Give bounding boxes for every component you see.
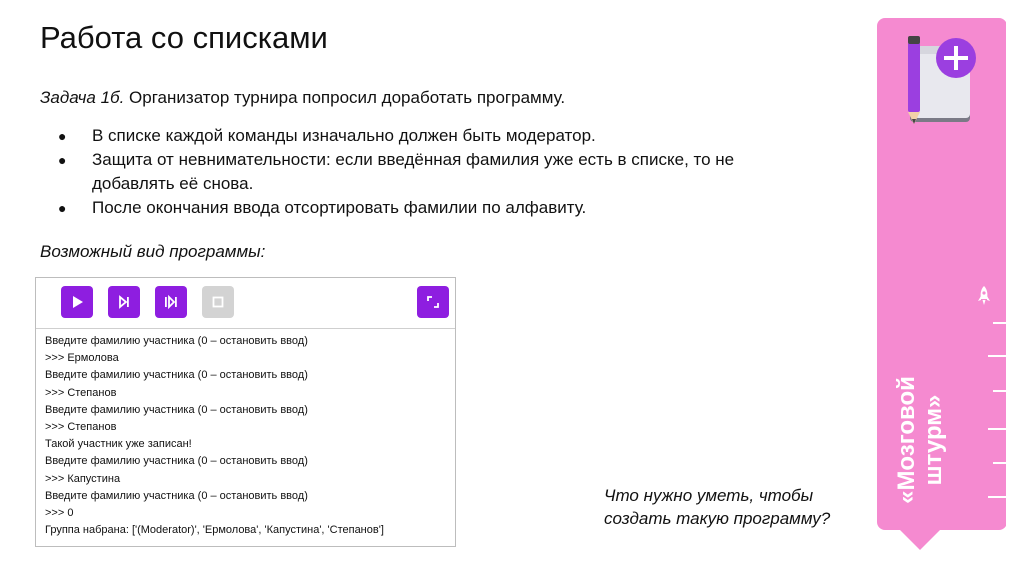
- console-line: Введите фамилию участника (0 – остановить ввод): [45, 455, 308, 468]
- step-icon: [116, 294, 132, 310]
- console-line: Группа набрана: ['(Moderator)', 'Ермолова', 'Капустина', 'Степанов']: [45, 524, 384, 537]
- stop-button[interactable]: [202, 286, 234, 318]
- console-line: Такой участник уже записан!: [45, 438, 192, 451]
- task-label: Задача 1б.: [40, 88, 125, 107]
- ruler-tick: [988, 496, 1006, 498]
- console-line: Введите фамилию участника (0 – остановить ввод): [45, 369, 308, 382]
- list-item-text: Защита от невнимательности: если введённая фамилия уже есть в списке, то не добавлять её снова.: [92, 150, 735, 193]
- list-item: [58, 124, 818, 148]
- notebook-pencil-plus-icon: [898, 32, 980, 128]
- ruler-tick: [988, 355, 1006, 357]
- list-item-text: В списке каждой команды изначально должен быть модератор.: [92, 126, 596, 145]
- list-item: [58, 148, 818, 196]
- run-button[interactable]: [61, 286, 93, 318]
- console-line: >>> Капустина: [45, 472, 121, 485]
- ide-toolbar: [36, 278, 455, 329]
- question-text: Что нужно уметь, чтобы создать такую программу?: [604, 486, 831, 528]
- requirements-list: [58, 124, 818, 220]
- ruler-line: [1006, 18, 1008, 530]
- bullet-icon: ●: [58, 200, 67, 216]
- step-over-button[interactable]: [155, 286, 187, 318]
- ruler-tick: [993, 390, 1006, 392]
- rocket-icon: [976, 285, 992, 307]
- console-line: >>> Степанов: [45, 421, 117, 434]
- slide-title: Работа со списками: [40, 20, 328, 55]
- console-output: [45, 333, 445, 539]
- list-item-text: После окончания ввода отсортировать фамилии по алфавиту.: [92, 198, 587, 217]
- sidebar-pointer: [898, 528, 942, 550]
- ruler-tick: [993, 462, 1006, 464]
- console-line: Введите фамилию участника (0 – остановить ввод): [45, 489, 308, 502]
- console-line: >>> 0: [45, 507, 74, 520]
- sidebar-label: [880, 360, 960, 520]
- step-over-icon: [163, 294, 179, 310]
- console-line: >>> Ермолова: [45, 352, 119, 365]
- stop-icon: [210, 294, 226, 310]
- list-item: [58, 196, 818, 220]
- ruler-tick: [988, 428, 1006, 430]
- console-line: Введите фамилию участника (0 – остановить ввод): [45, 335, 308, 347]
- fullscreen-icon: [425, 294, 441, 310]
- bullet-icon: ●: [58, 128, 67, 144]
- program-window: [35, 277, 456, 547]
- possible-view-label: Возможный вид программы:: [40, 242, 266, 261]
- play-icon: [69, 294, 85, 310]
- console-line: Введите фамилию участника (0 – остановить ввод): [45, 403, 308, 416]
- task-statement: [40, 88, 565, 108]
- task-text: Организатор турнира попросил доработать программу.: [124, 88, 566, 107]
- step-button[interactable]: [108, 286, 140, 318]
- console-line: >>> Степанов: [45, 386, 117, 399]
- ruler-tick: [993, 322, 1006, 324]
- fullscreen-button[interactable]: [417, 286, 449, 318]
- bullet-icon: ●: [58, 152, 67, 168]
- sidebar-label-text: «Мозговой штурм»: [893, 376, 947, 504]
